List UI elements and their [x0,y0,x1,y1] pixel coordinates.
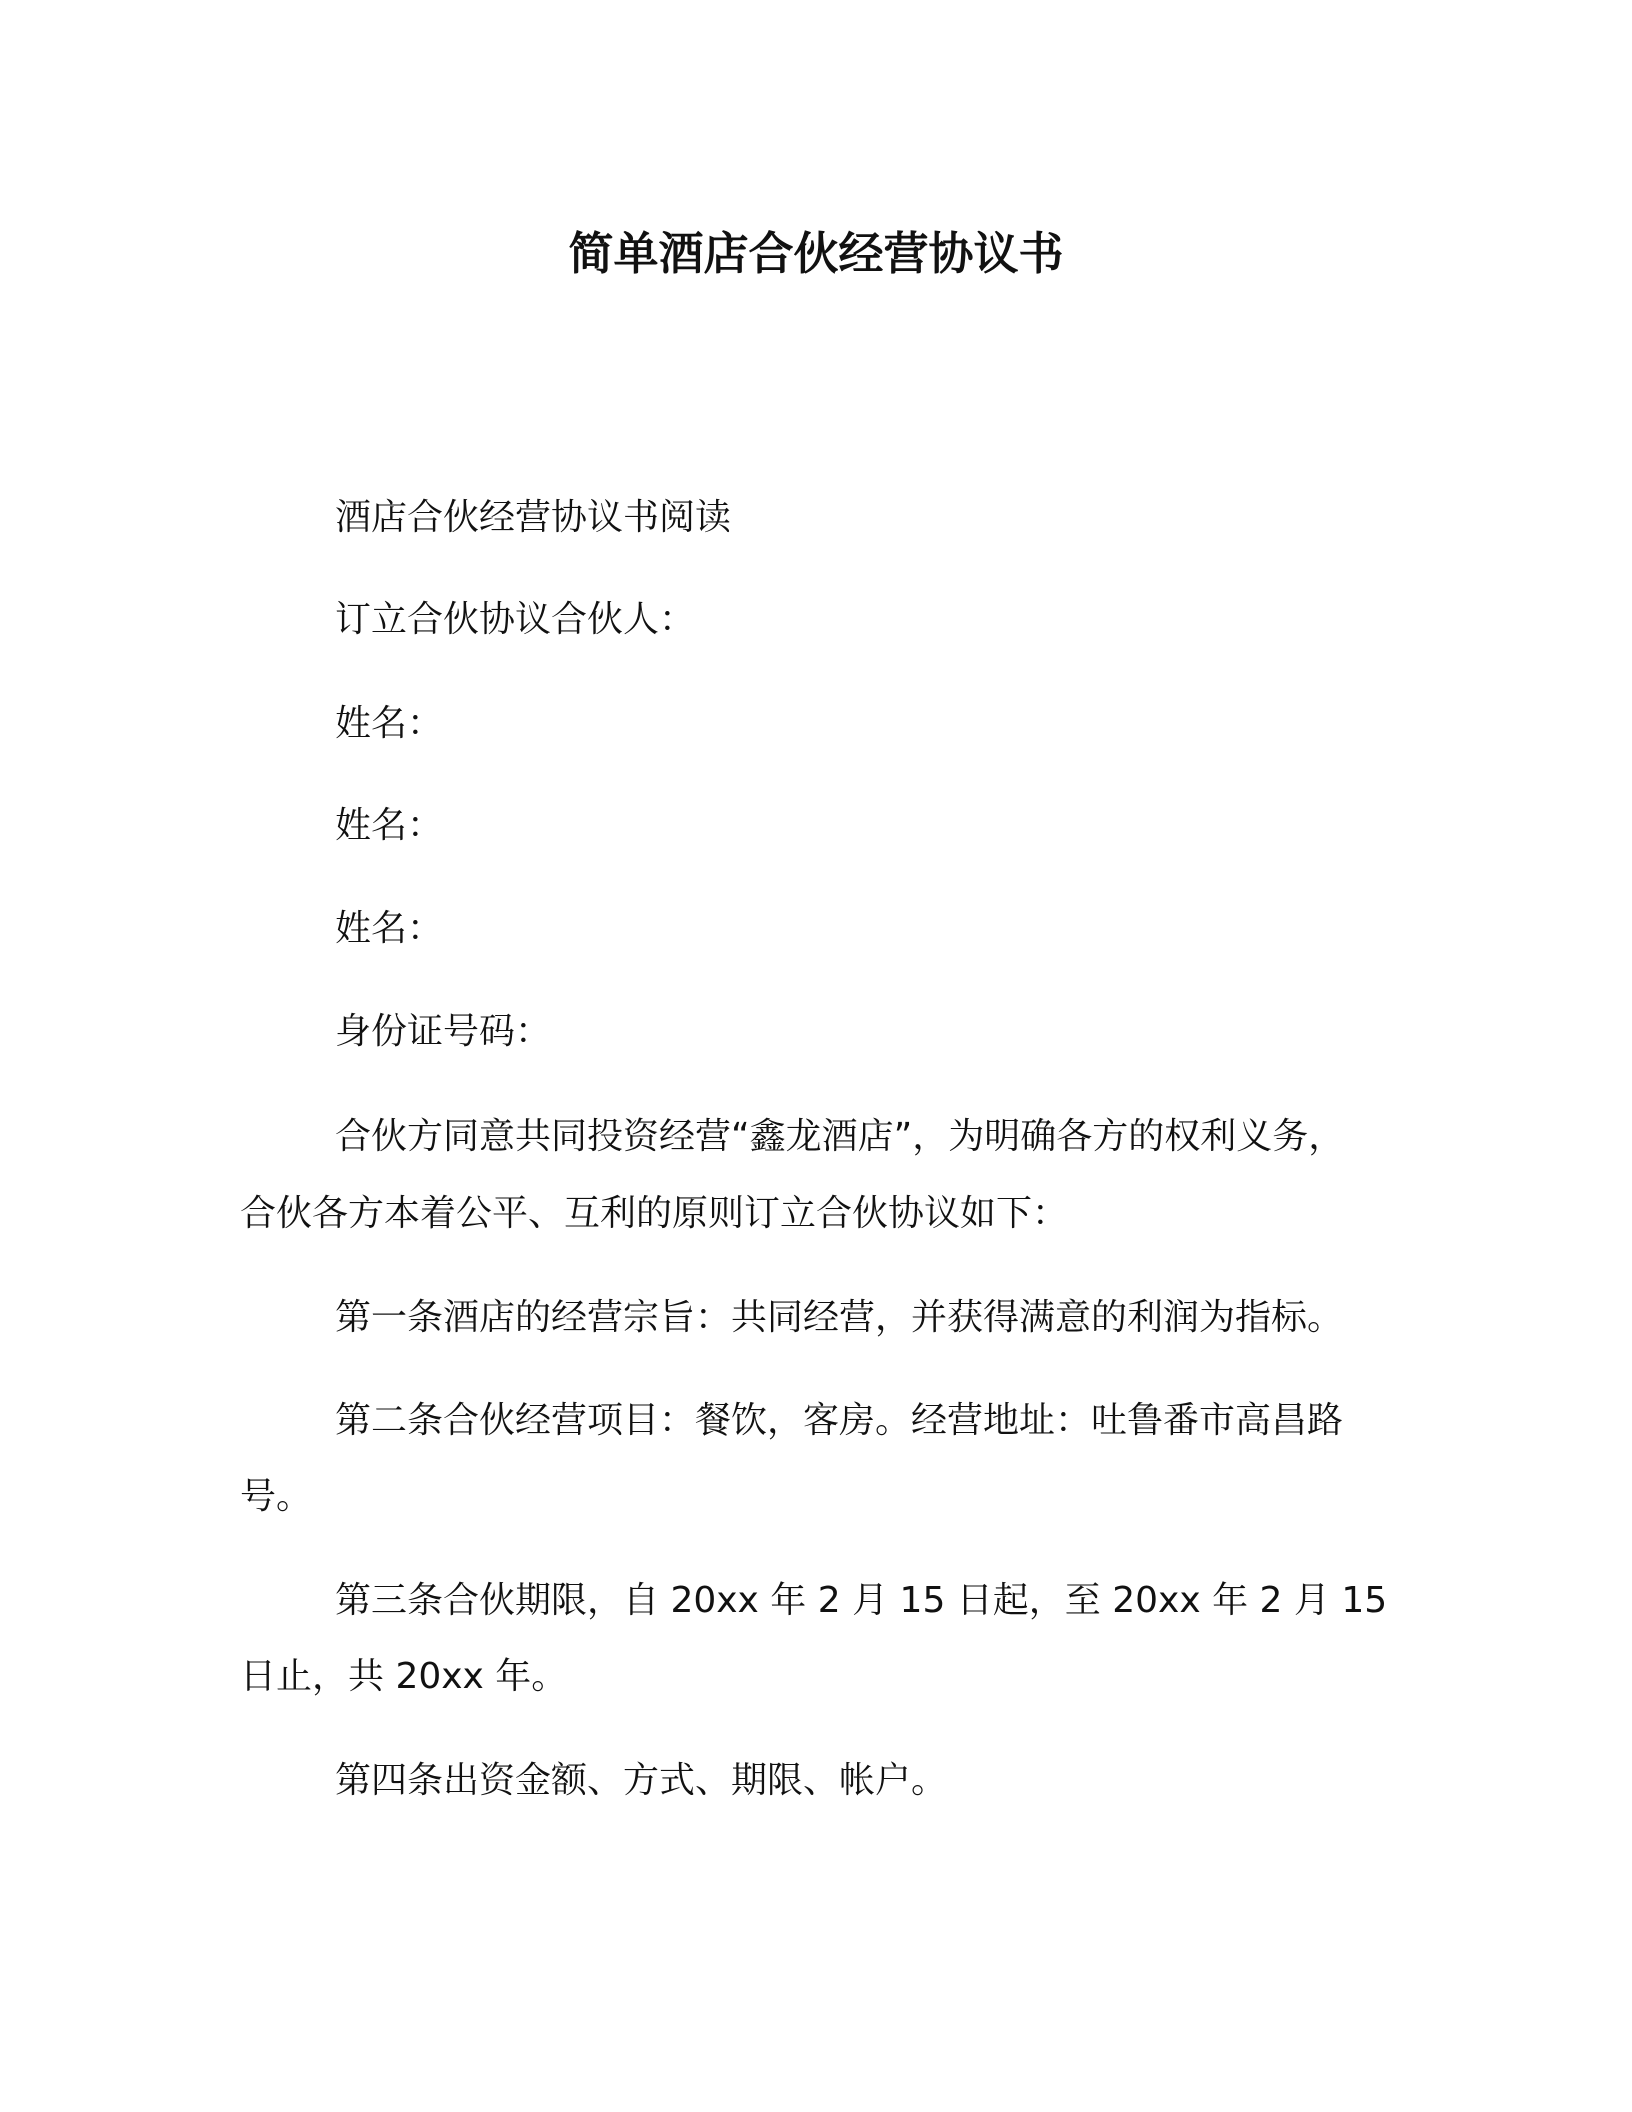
article-3-line-2: 日止，共 20xx 年。 [240,1656,568,1697]
preamble-line-2: 合伙各方本着公平、互利的原则订立合伙协议如下： [240,1193,1069,1234]
name-field-line-3: 姓名： [335,908,444,949]
partners-heading-line: 订立合伙协议合伙人： [335,599,696,640]
id-number-field-line: 身份证号码： [335,1011,552,1052]
name-field-line-2: 姓名： [335,805,444,846]
article-4-line: 第四条出资金额、方式、期限、帐户。 [335,1760,948,1801]
name-field-line-1: 姓名： [335,703,444,744]
article-2-line-2: 号。 [240,1476,313,1517]
subtitle-line: 酒店合伙经营协议书阅读 [335,497,732,538]
article-2-line-1: 第二条合伙经营项目：餐饮，客房。经营地址：吐鲁番市高昌路 [335,1400,1344,1441]
article-1-line: 第一条酒店的经营宗旨：共同经营，并获得满意的利润为指标。 [335,1297,1344,1338]
document-title: 简单酒店合伙经营协议书 [568,227,1064,280]
preamble-line-1: 合伙方同意共同投资经营“鑫龙酒店”，为明确各方的权利义务， [335,1116,1345,1157]
article-3-line-1: 第三条合伙期限，自 20xx 年 2 月 15 日起，至 20xx 年 2 月 15 [335,1580,1388,1621]
